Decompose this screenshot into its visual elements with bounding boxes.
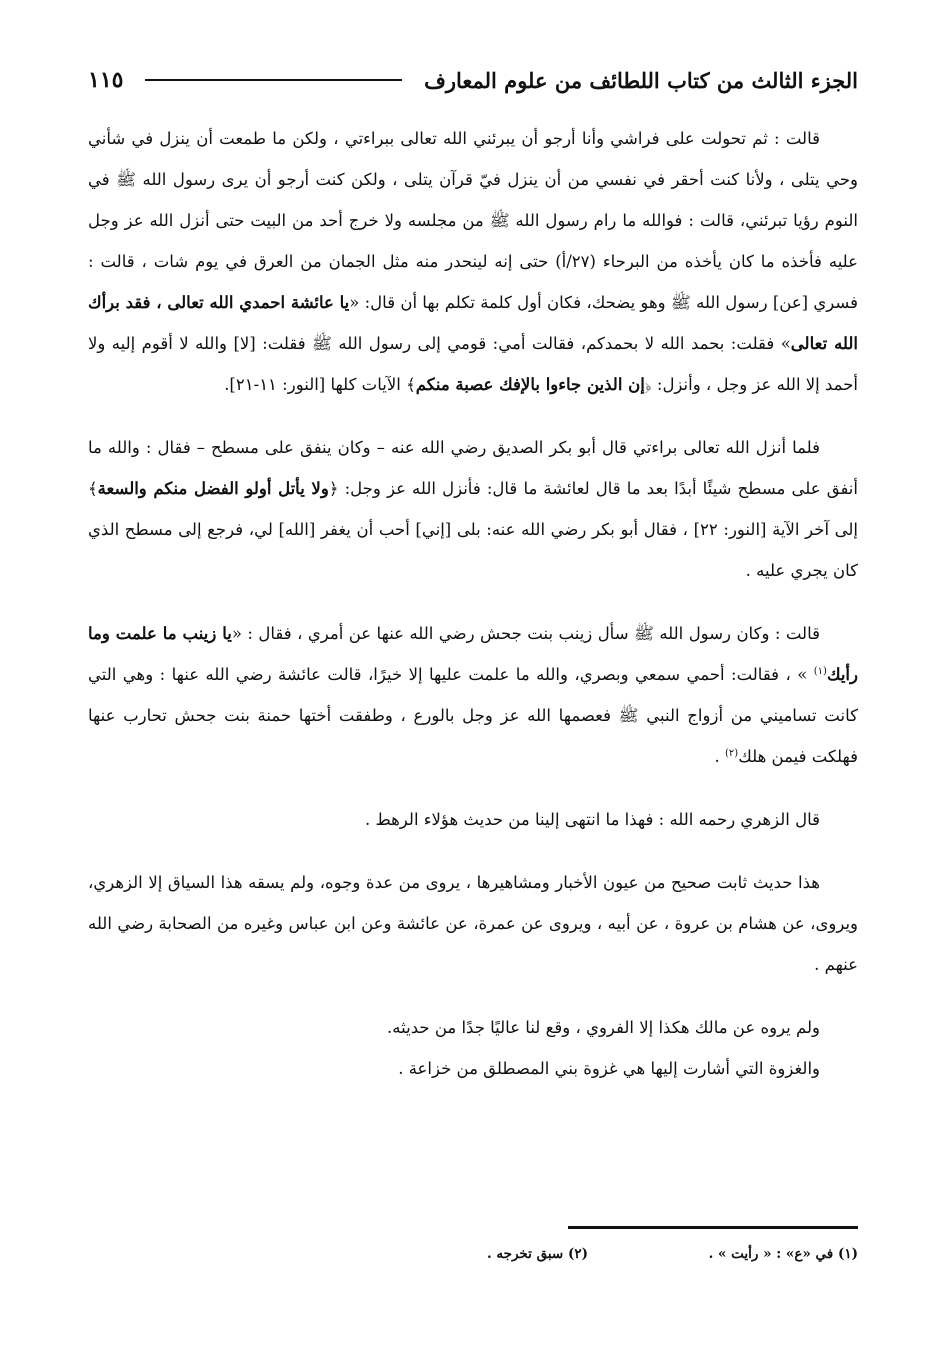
paragraph-7: والغزوة التي أشارت إليها هي غزوة بني المصطلق من خزاعة .: [398, 1059, 820, 1078]
footnote-2: (٢) سبق تخرجه .: [487, 1246, 588, 1262]
paragraph-3: [88, 613, 858, 777]
quran-verse: إن الذين جاءوا بالإفك عصبة منكم: [415, 375, 645, 394]
text-span: ﴾ إلى آخر الآية [النور: ٢٢] ، فقال أبو بكر رضي الله عنه: بلى [إني] أحب أن يغفر [الله] لي، فرجع إلى مسطح الذي كان يجري عليه .: [88, 479, 859, 580]
bold-quote: يا زينب ما علمت وما رأيك: [88, 624, 858, 684]
paragraph-6: ولم يروه عن مالك هكذا إلا الفروي ، وقع لنا عاليًا جدًا من حديثه.: [387, 1018, 820, 1037]
text-span: .: [714, 747, 726, 766]
text-span: » فقلت: بحمد الله لا بحمدكم، فقالت أمي: قومي إلى رسول الله ﷺ فقلت: [لا] والله لا أقوم إليه ولا أحمد إلا الله عز وجل ، وأنزل: ﴿: [88, 334, 858, 394]
footnote-1: (١) في «ع» : « رأيت » .: [708, 1246, 858, 1262]
text-span: » ، فقالت: أحمي سمعي وبصري، والله ما علمت عليها إلا خيرًا، قالت عائشة رضي الله عنها : وهي التي كانت تساميني من أزواج النبي ﷺ فعصمها الله عز وجل بالورع ، وطفقت أختها حمنة بنت جحش تحارب عنها فهلكت فيمن هلك: [88, 665, 858, 766]
text-span: ﴾ الآيات كلها [النور: ١١-٢١].: [224, 375, 416, 394]
text-span: فلما أنزل الله تعالى براءتي قال أبو بكر الصديق رضي الله عنه – وكان ينفق على مسطح – فقال : والله ما أنفق على مسطح شيئًا أبدًا بعد ما قال لعائشة ما قال: فأنزل الله عز وجل: ﴿: [88, 438, 858, 498]
footnote-ref-2: (٢): [725, 748, 739, 759]
header-rule: [145, 79, 402, 81]
paragraph-4: قال الزهري رحمه الله : فهذا ما انتهى إلينا من حديث هؤلاء الرهط .: [364, 810, 820, 829]
paragraph-2: [88, 427, 858, 591]
book-page: [88, 60, 859, 1262]
bold-quote: يا عائشة احمدي الله تعالى ، فقد برأك الله تعالى: [88, 293, 858, 353]
text-span: قالت : وكان رسول الله ﷺ سأل زينب بنت جحش رضي الله عنها عن أمري ، فقال : «: [231, 624, 820, 643]
paragraph-5: هذا حديث ثابت صحيح من عيون الأخبار ومشاهيرها ، يروى من عدة وجوه، ولم يسقه هذا السياق إلا الزهري، ويروى، عن هشام بن عروة ، عن أبيه ، ويروى عن عمرة، عن عائشة وعن ابن عباس وغيره من الصحابة رضي الله عنهم .: [88, 873, 858, 974]
running-header: [88, 60, 858, 100]
header-title: الجزء الثالث من كتاب اللطائف من علوم المعارف: [424, 67, 858, 93]
page-number: ١١٥: [88, 67, 124, 93]
footnotes: [88, 1246, 858, 1262]
footnote-ref-1: (١): [813, 666, 827, 677]
text-span: قالت : ثم تحولت على فراشي وأنا أرجو أن يبرئني الله تعالى ببراءتي ، ولكن ما طمعت أن ينزل في شأني وحي يتلى ، ولأنا كنت أحقر في نفسي من أن ينزل فيّ قرآن يتلى ، ولكن كنت أرجو أن يرى رسول الله ﷺ في النوم رؤيا تبرئني، قالت : فوالله ما رام رسول الله ﷺ من مجلسه ولا خرج أحد من البيت حتى أنزل الله عز وجل عليه فأخذه ما كان يأخذه من البرحاء (٢٧/أ) حتى إنه لينحدر منه مثل الجمان من العرق في يوم شات ، قالت : فسري [عن] رسول الله ﷺ وهو يضحك، فكان أول كلمة تكلم بها أن قال: «: [88, 129, 858, 312]
quran-verse: ولا يأتل أولو الفضل منكم والسعة: [97, 479, 329, 498]
footnote-separator: [568, 1226, 858, 1229]
page-body: [88, 118, 858, 1089]
paragraph-1: [88, 118, 858, 405]
